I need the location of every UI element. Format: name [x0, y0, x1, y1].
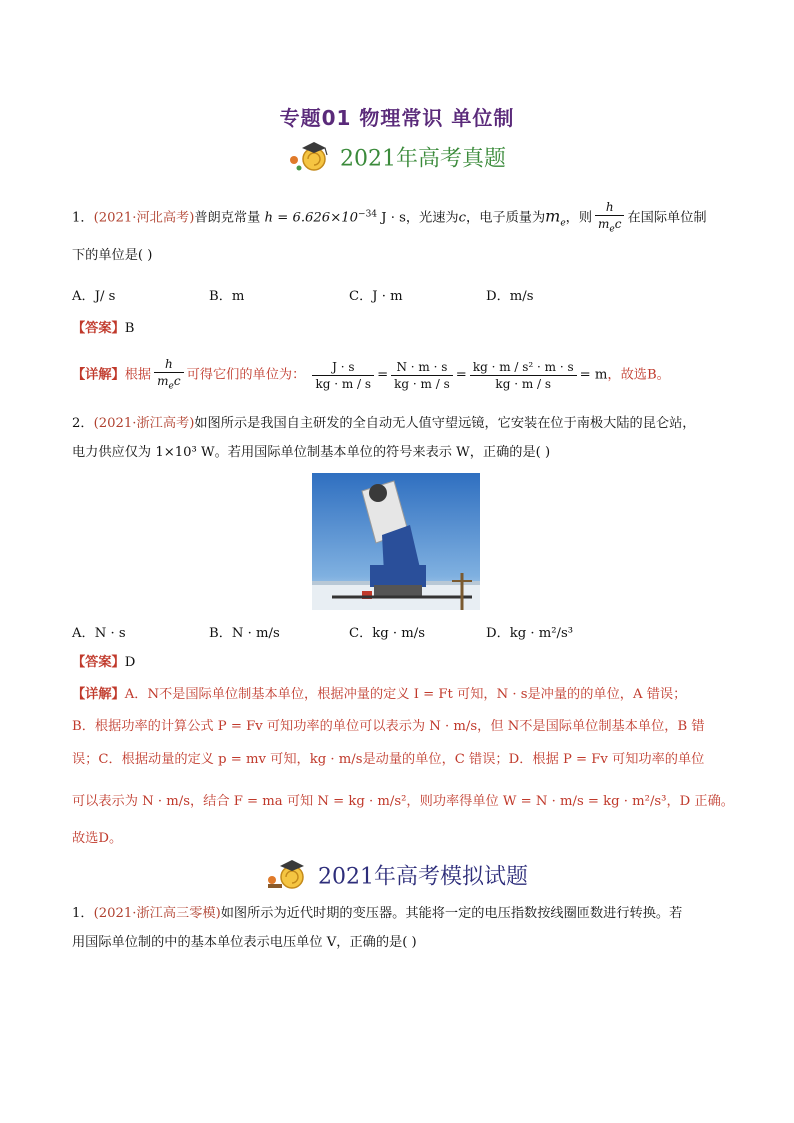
q2-source: (2021·浙江高考) [93, 416, 195, 431]
q1-unit-frac-1-num: J · s [312, 359, 374, 376]
q2-answer-label: 【答案】 [72, 655, 125, 670]
q2-stem-line1 [72, 414, 732, 434]
q2-detail-line2: B．根据功率的计算公式 P = Fv 可知功率的单位可以表示为 N · m/s，但 N不是国际单位制基本单位，B 错 [72, 719, 705, 734]
q3-stem-line1 [72, 904, 732, 924]
q1-exponent: −34 [358, 209, 378, 220]
q2-option-b: B．N · m/s [209, 626, 280, 641]
q2-detail-text-1: A．N不是国际单位制基本单位，根据冲量的定义 I = Ft 可知，N · s是冲量的的单位，A 错误； [124, 687, 687, 702]
q1-option-a: A．J/ s [72, 289, 116, 304]
q1-frac-den-c: c [614, 217, 622, 231]
q1-unit-frac-1 [312, 359, 374, 392]
q1-frac-den-m: m [598, 217, 610, 231]
q1-detail-frac-h-den [154, 373, 183, 394]
q1-formula: h = 6.626×10 [264, 210, 359, 226]
q1-answer-value: B [124, 321, 135, 336]
q1-answer [72, 319, 732, 339]
q1-unit: J · s [381, 210, 406, 226]
q1-text-a: 普朗克常量 [194, 210, 261, 226]
q1-detail-label: 【详解】 [72, 367, 125, 383]
q1-me: m [545, 206, 561, 226]
q1-unit-frac-3 [470, 359, 577, 392]
q1-detail-d: ，故选B。 [607, 367, 670, 383]
section-title-mock: 2021年高考模拟试题 [318, 864, 528, 890]
q1-number: 1． [72, 210, 94, 226]
q2-detail-line3: 误；C．根据动量的定义 p = mv 可知，kg · m/s是动量的单位，C 错误；D．根据 P = Fv 可知功率的单位 [72, 752, 705, 767]
q1-detail-b: 可得它们的单位为： [186, 367, 306, 383]
section-heading-real-exams [0, 140, 794, 174]
q1-detail-frac-h-sub: e [168, 381, 174, 392]
q1-c: c [458, 210, 467, 226]
q2-answer-value: D [124, 655, 136, 670]
q1-unit-frac-3-den: kg · m / s [495, 376, 552, 391]
q2-option-c: C．kg · m/s [349, 626, 426, 641]
mascot-icon [288, 140, 332, 174]
q3-number: 1． [72, 906, 94, 921]
q3-text-1: 如图所示为近代时期的变压器。其能将一定的电压指数按线圈匝数进行转换。若 [220, 906, 683, 921]
q1-option-b: B．m [209, 289, 245, 304]
q2-answer [72, 653, 732, 673]
q1-stem-line2: 下的单位是( ) [72, 248, 153, 263]
section-title-real: 2021年高考真题 [340, 146, 506, 172]
q1-detail-a: 根据 [124, 367, 152, 383]
section-heading-mock-exams [0, 858, 794, 892]
mascot-icon [266, 858, 310, 892]
q1-detail: 【详解】根据 $\frac{h}{m_ec}$ 可得它们的单位为： $\frac{J \cdot s}{kg \cdot m / s}$ = $\frac{N \cdot m \cdot s}{kg \cdot m / s}$ = $\frac{\text{kg · m / s² · m · s}}{kg \cdot m / s}$ = m，故选B。 [72, 356, 732, 394]
q1-frac-den-sub: e [609, 224, 615, 235]
q2-stem-line2: 电力供应仅为 1×10³ W。若用国际单位制基本单位的符号来表示 W，正确的是( ) [72, 445, 551, 460]
q1-detail-frac-h [154, 356, 183, 394]
q1-text-c: ，电子质量为 [466, 210, 546, 226]
q3-source: (2021·浙江高三零模) [93, 906, 221, 921]
q1-unit-frac-2-den: kg · m / s [394, 376, 450, 391]
q1-unit-frac-3-num: kg · m / s² · m · s [470, 359, 577, 376]
q3-stem-line2: 用国际单位制的中的基本单位表示电压单位 V，正确的是( ) [72, 935, 417, 950]
q1-source: (2021·河北高考) [93, 210, 195, 226]
q1-answer-label: 【答案】 [72, 321, 125, 336]
q2-option-d: D．kg · m²/s³ [486, 626, 574, 641]
q1-detail-frac-h-c: c [173, 374, 181, 388]
q1-text-d: ，则 [565, 210, 593, 226]
q2-detail-line1 [72, 685, 732, 705]
q2-number: 2． [72, 416, 94, 431]
q1-option-d: D．m/s [486, 289, 534, 304]
q2-detail-label: 【详解】 [72, 687, 125, 702]
q1-detail-frac-h-num: h [154, 356, 183, 373]
q1-frac-den [595, 216, 624, 237]
q2-option-a: A．N · s [72, 626, 126, 641]
q1-text-e: 在国际单位制 [627, 210, 707, 226]
q1-stem-line1 [72, 199, 732, 237]
q2-detail-line5: 故选D。 [72, 831, 123, 846]
page-title: 专题01 物理常识 单位制 [279, 106, 515, 130]
q2-detail-line4: 可以表示为 N · m/s，结合 F = ma 可知 N = kg · m/s²，则功率得单位 W = N · m/s = kg · m²/s³，D 正确。 [72, 794, 734, 809]
q1-unit-frac-1-den: kg · m / s [315, 376, 372, 391]
telescope-photo [312, 473, 480, 610]
q1-frac-num: h [595, 199, 624, 216]
q1-fraction [595, 199, 624, 237]
q2-text-1: 如图所示是我国自主研发的全自动无人值守望远镜，它安装在位于南极大陆的昆仑站， [194, 416, 696, 431]
q1-text-b: ，光速为 [405, 210, 459, 226]
q1-detail-c: = m [579, 367, 608, 383]
q1-unit-frac-2 [391, 359, 453, 392]
q1-detail-frac-h-m: m [157, 374, 169, 388]
q1-me-sub: e [560, 218, 566, 229]
q1-option-c: C．J · m [349, 289, 403, 304]
q1-unit-frac-2-num: N · m · s [391, 359, 453, 376]
